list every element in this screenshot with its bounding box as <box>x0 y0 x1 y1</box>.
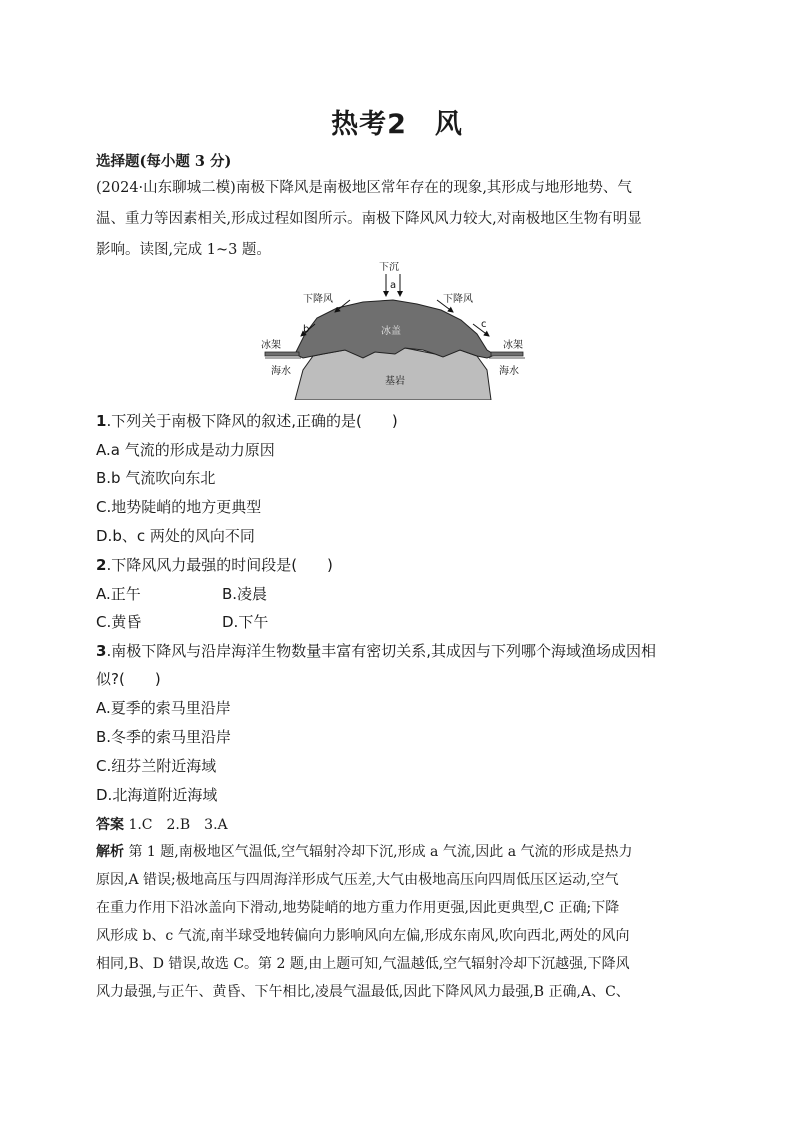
label-c: c <box>481 319 487 330</box>
question-2-text: .下降风风力最强的时间段是( ) <box>106 556 333 574</box>
question-3-option-c: C.纽芬兰附近海域 <box>96 757 217 775</box>
question-3-option-d: D.北海道附近海域 <box>96 786 218 804</box>
intro-text: 南极下降风是南极地区常年存在的现象,其形成与地形地势、气 <box>235 180 632 196</box>
analysis-label: 解析 <box>96 844 124 860</box>
question-3-option-b: B.冬季的索马里沿岸 <box>96 728 232 746</box>
question-1-number: 1 <box>96 412 107 430</box>
question-2-option-c: C.黄昏 <box>96 613 142 631</box>
label-sinking: 下沉 <box>379 262 399 273</box>
analysis-line-3: 在重力作用下沿冰盖向下滑动,地势陡峭的地方重力作用更强,因此更典型,C 正确;下降 <box>96 900 620 916</box>
label-a: a <box>390 280 397 291</box>
label-sea-left: 海水 <box>271 366 291 377</box>
label-b: b <box>303 324 310 335</box>
analysis-line-4: 风形成 b、c 气流,南半球受地转偏向力影响风向左偏,形成东南风,吹向西北,两处的风向 <box>96 928 630 944</box>
question-2-stem <box>96 554 333 575</box>
label-ice-sheet: 冰盖 <box>381 326 401 337</box>
question-1-option-a: A.a 气流的形成是动力原因 <box>96 441 275 459</box>
question-3-option-a: A.夏季的索马里沿岸 <box>96 699 231 717</box>
ice-shelf-left <box>265 352 299 356</box>
question-3-stem-line-1 <box>96 640 656 661</box>
intro-source: (2024·山东聊城二模) <box>96 180 236 196</box>
answer-text: 1.C 2.B 3.A <box>124 817 228 833</box>
question-2-option-a: A.正午 <box>96 585 141 603</box>
question-1-option-d: D.b、c 两处的风向不同 <box>96 527 255 545</box>
question-1-option-c: C.地势陡峭的地方更典型 <box>96 498 262 516</box>
question-2-number: 2 <box>96 556 107 574</box>
question-1-option-b: B.b 气流吹向东北 <box>96 469 216 487</box>
analysis-line-5: 相同,B、D 错误,故选 C。第 2 题,由上题可知,气温越低,空气辐射冷却下沉越强,下降风 <box>96 956 630 972</box>
answer-line <box>96 814 228 834</box>
bedrock-shape <box>295 348 491 400</box>
label-bedrock: 基岩 <box>385 376 405 387</box>
analysis-line-2: 原因,A 错误;极地高压与四周海洋形成气压差,大气由极地高压向四周低压区运动,空气 <box>96 872 619 888</box>
page-title: 热考2 风 <box>331 109 463 140</box>
section-heading: 选择题(每小题 3 分) <box>96 153 232 170</box>
question-3-text: .南极下降风与沿岸海洋生物数量丰富有密切关系,其成因与下列哪个海域渔场成因相 <box>106 642 656 660</box>
question-2-option-b: B.凌晨 <box>222 585 268 603</box>
question-1-stem <box>96 410 398 431</box>
intro-line-2: 温、重力等因素相关,形成过程如图所示。南极下降风风力较大,对南极地区生物有明显 <box>96 211 642 227</box>
question-3-number: 3 <box>96 642 107 660</box>
question-1-text: .下列关于南极下降风的叙述,正确的是( ) <box>106 412 398 430</box>
question-3-stem-line-2: 似?( ) <box>96 670 161 688</box>
answer-label: 答案 <box>96 817 124 833</box>
intro-line-1 <box>96 176 632 197</box>
label-katabatic-left: 下降风 <box>303 294 333 305</box>
ice-shelf-right <box>491 352 523 356</box>
analysis-line-1 <box>96 841 633 861</box>
intro-line-3: 影响。读图,完成 1~3 题。 <box>96 242 271 258</box>
analysis-line-6: 风力最强,与正午、黄昏、下午相比,凌晨气温最低,因此下降风风力最强,B 正确,A、C、 <box>96 984 630 1000</box>
label-sea-right: 海水 <box>499 366 519 377</box>
question-2-option-d: D.下午 <box>222 613 269 631</box>
label-katabatic-right: 下降风 <box>443 294 473 305</box>
label-ice-shelf-left: 冰架 <box>261 340 281 351</box>
katabatic-wind-diagram <box>255 262 537 400</box>
analysis-text-1: 第 1 题,南极地区气温低,空气辐射冷却下沉,形成 a 气流,因此 a 气流的形成是热力 <box>124 844 633 860</box>
label-ice-shelf-right: 冰架 <box>503 340 523 351</box>
